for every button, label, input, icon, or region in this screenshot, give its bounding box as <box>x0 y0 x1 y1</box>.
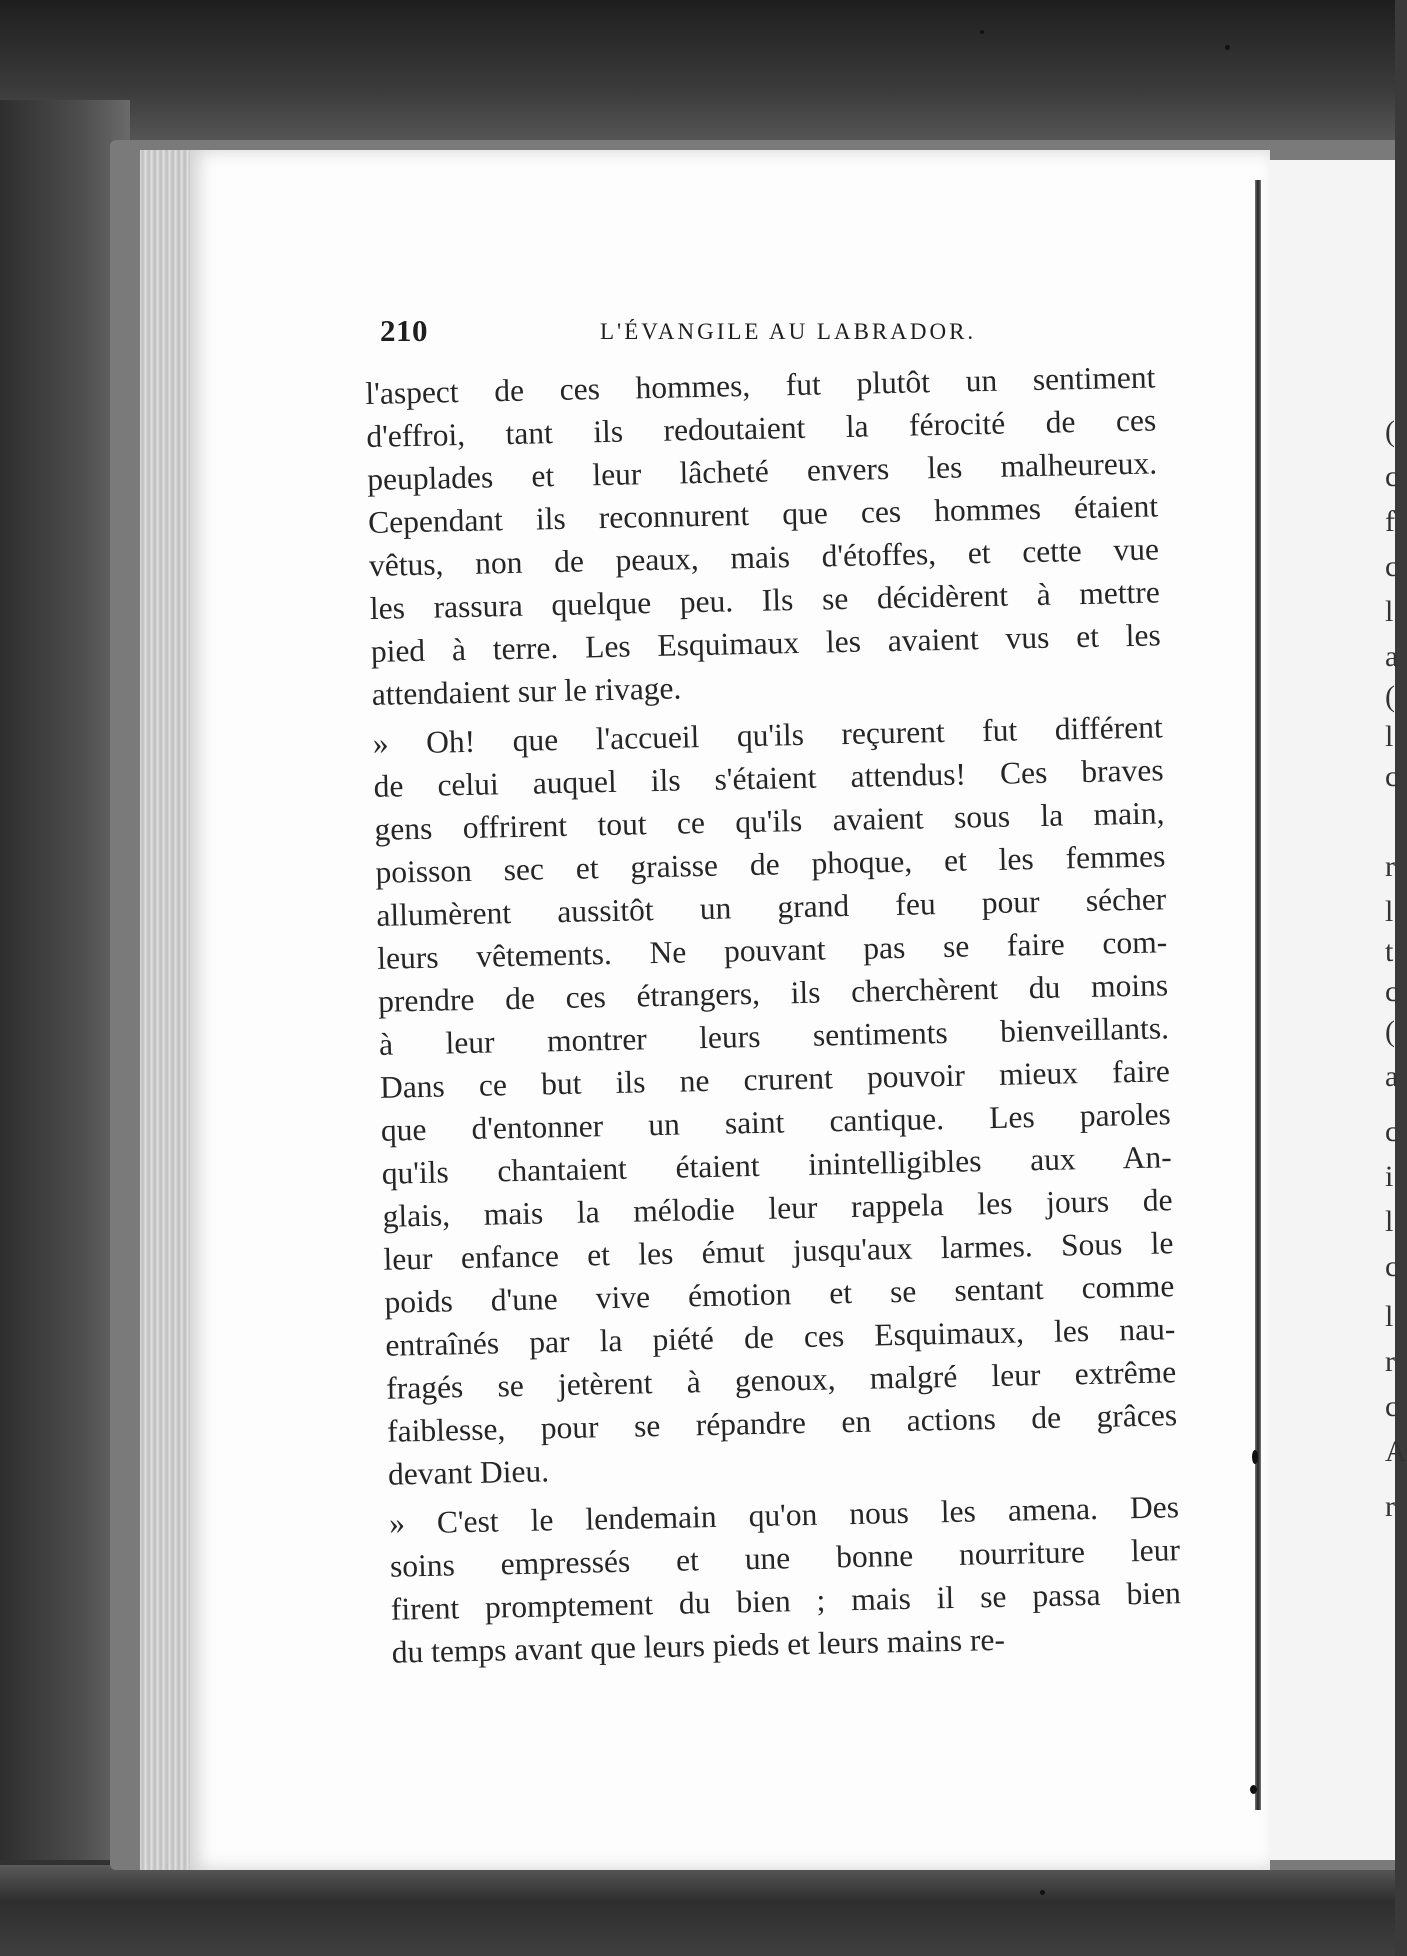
text-line: de celui auquel ils s'étaient attendus! Ces braves <box>373 752 1164 804</box>
text-line: qu'ils chantaient étaient inintelligibles aux An- <box>381 1139 1172 1191</box>
paragraph <box>389 1485 1182 1674</box>
running-title: L'ÉVANGILE AU LABRADOR. <box>600 319 977 344</box>
text-line: pied à terre. Les Esquimaux les avaient vus et les <box>370 617 1162 669</box>
text-line: fragés se jetèrent à genoux, malgré leur extrême <box>385 1354 1177 1406</box>
facing-page-letter: l <box>1385 720 1394 753</box>
text-line: Cependant ils reconnurent que ces hommes étaient <box>367 488 1159 540</box>
facing-page-letter: c <box>1385 460 1399 493</box>
facing-page-letter: l <box>1385 595 1394 628</box>
facing-page-letter: i <box>1385 1160 1394 1193</box>
dark-background-bottom <box>0 1865 1395 1956</box>
running-head <box>380 313 1150 357</box>
text-line: allumèrent aussitôt un grand feu pour sécher <box>376 881 1167 933</box>
text-line: les rassura quelque peu. Ils se décidèrent à mettre <box>369 574 1161 626</box>
text-line: leur enfance et les émut jusqu'aux larmes. Sous le <box>383 1225 1174 1277</box>
facing-page-letter: A <box>1385 1435 1407 1468</box>
text-line: leurs vêtements. Ne pouvant pas se faire com- <box>376 924 1168 976</box>
text-line: devant Dieu. <box>387 1453 550 1492</box>
facing-page-letter: c <box>1385 760 1399 793</box>
facing-page-letter: a <box>1385 640 1399 673</box>
facing-page-letter: c <box>1385 1115 1399 1148</box>
facing-page-edge <box>1265 160 1395 1860</box>
text-line: poids d'une vive émotion et se sentant comme <box>384 1268 1175 1320</box>
text-line: Dans ce but ils ne crurent pouvoir mieux faire <box>379 1053 1171 1105</box>
text-line: à leur montrer leurs sentiments bienveillants. <box>378 1010 1170 1062</box>
facing-page-letter: r <box>1385 1490 1395 1523</box>
scan-speck <box>1225 45 1230 50</box>
facing-page-letter: a <box>1385 1060 1399 1093</box>
text-line: que d'entonner un saint cantique. Les paroles <box>380 1096 1172 1148</box>
text-line: » C'est le lendemain qu'on nous les amena. Des <box>388 1489 1180 1541</box>
book-gutter <box>1255 180 1261 1810</box>
facing-page-letter: r <box>1385 850 1395 883</box>
text-line: gens offrirent tout ce qu'ils avaient sous la main, <box>374 795 1165 847</box>
text-line: d'effroi, tant ils redoutaient la férocité de ces <box>365 402 1157 454</box>
facing-page-letter: ( <box>1385 1015 1395 1048</box>
facing-page-letter: c <box>1385 550 1399 583</box>
facing-page-letter: c <box>1385 1250 1399 1283</box>
text-line: poisson sec et graisse de phoque, et les femmes <box>375 838 1166 890</box>
dark-background-top <box>0 0 1395 150</box>
text-line: vêtus, non de peaux, mais d'étoffes, et cette vue <box>368 531 1160 583</box>
scan-speck <box>1252 1450 1258 1464</box>
facing-page-letter: r <box>1385 1345 1395 1378</box>
paragraph <box>372 705 1178 1495</box>
text-line: l'aspect de ces hommes, fut plutôt un sentiment <box>365 359 1156 411</box>
facing-page-letter: l <box>1385 1300 1394 1333</box>
facing-page-letter: l <box>1385 1205 1394 1238</box>
text-line: attendaient sur le rivage. <box>371 670 682 712</box>
facing-page-letter: ( <box>1385 680 1395 713</box>
text-line: faiblesse, pour se répandre en actions de grâces <box>386 1397 1178 1449</box>
paragraph <box>365 355 1162 715</box>
text-line: glais, mais la mélodie leur rappela les jours de <box>382 1182 1173 1234</box>
text-line: entraînés par la piété de ces Esquimaux, les nau- <box>385 1311 1176 1363</box>
facing-page-letter: c <box>1385 975 1399 1008</box>
facing-page-letter: f <box>1385 505 1395 538</box>
text-line: firent promptement du bien ; mais il se passa bien <box>390 1575 1182 1627</box>
text-line: du temps avant que leurs pieds et leurs mains re- <box>391 1621 1006 1670</box>
scan-speck <box>1040 1890 1045 1895</box>
scan-speck <box>980 30 984 34</box>
facing-page-letter: ( <box>1385 415 1395 448</box>
facing-page-letter: t <box>1385 935 1394 968</box>
text-line: peuplades et leur lâcheté envers les malheureux. <box>366 445 1158 497</box>
text-line: soins empressés et une bonne nourriture leur <box>389 1532 1181 1584</box>
body-text <box>365 355 1182 1673</box>
facing-page-letter: l <box>1385 895 1394 928</box>
page-number: 210 <box>380 313 428 348</box>
facing-page-letter: c <box>1385 1390 1399 1423</box>
text-line: » Oh! que l'accueil qu'ils reçurent fut différent <box>372 709 1163 761</box>
text-line: prendre de ces étrangers, ils cherchèrent du moins <box>377 967 1169 1019</box>
scan-speck <box>1250 1785 1257 1794</box>
